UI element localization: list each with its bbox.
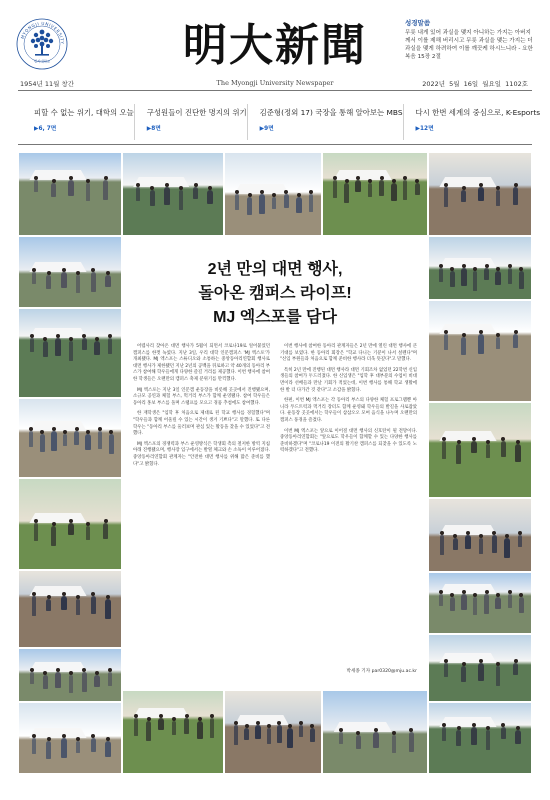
newspaper-subtitle: The Myongji University Newspaper [216, 79, 334, 87]
article-column [133, 344, 270, 684]
index-divider [18, 144, 532, 145]
index-title: 김준형(정외 17) 국장을 통해 알아보는 MBS [259, 108, 403, 117]
event-photo [428, 498, 532, 572]
event-photo [224, 690, 322, 774]
event-photo [428, 152, 532, 236]
quote-text: 무릇 내게 있어 과실을 맺지 아니하는 가지는 아버지께서 이를 제해 버리시고 무릇 과실을 맺는 가지는 더 과실을 맺게 하려하여 이를 깨끗케 하시느니라 - 요한복음 15장 2절 [405, 30, 533, 60]
event-photo [18, 648, 122, 702]
article-body [133, 344, 417, 684]
index-item[interactable] [403, 104, 541, 140]
index-title: 다시 한번 세계의 중심으로, K-Esports [415, 108, 541, 117]
index-page: ▶9면 [259, 126, 274, 132]
paragraph: 이번 MJ 엑스포는 앞으로 이어질 대면 행사의 신호탄이 될 전망이다. 중앙동아리연합회는 "앞으로도 학우들이 함께할 수 있는 다양한 행사를 준비하겠다"며 "코로나19 이전의 활기찬 캠퍼스를 되찾을 수 있도록 노력하겠다"고 전했다. [280, 428, 417, 454]
index-bar [18, 104, 541, 140]
event-photo [322, 152, 428, 236]
event-photo [428, 300, 532, 402]
index-item[interactable] [134, 104, 247, 140]
newspaper-title-logo [170, 18, 380, 68]
event-photo [428, 572, 532, 634]
paragraph: 한편, 이번 MJ 엑스포는 각 동아리 부스의 다양한 체험 프로그램뿐 아니라 푸드트럭과 먹거리 장터도 함께 운영돼 학우들의 발길을 사로잡았다. 운동장 곳곳에서는 학우들이 삼삼오오 모여 음식을 나누며 오랜만의 캠퍼스 풍경을 즐겼다. [280, 398, 417, 423]
byline: 박세종 기자 par0320@mju.ac.kr [346, 669, 417, 674]
masthead-divider [18, 90, 532, 91]
headline-line: 2년 만의 대면 행사, [207, 261, 343, 278]
paragraph: MJ 엑스포는 지난 3일 인문캠 운동장을 비롯해 곳곳에서 진행됐으며, 소규모 공연과 체험 부스, 먹거리 부스가 함께 운영됐다. 참여 학우들은 동아리 홍보 부스를 돌며 스탬프를 모으고 경품 추첨에도 참여했다. [133, 387, 270, 406]
index-page: ▶12면 [415, 126, 434, 132]
event-photo [428, 634, 532, 702]
paragraph: 이번 행사에 참여한 동아리 관계자들은 2년 만에 열린 대면 행사에 큰 기대를 보였다. 한 동아리 회장은 "학교 다니는 기분이 나서 설렌다"며 "신입 부원들과 처음으로 함께 준비한 행사라 더욱 뜻깊다"고 말했다. [280, 344, 417, 363]
index-page: ▶6, 7면 [34, 126, 57, 132]
paragraph: 특히 2년 만에 진행된 대면 행사라 대면 기회조차 없었던 22학번 신입생들의 참여가 두드러졌다. 한 신입생은 "입학 후 대부분의 수업이 비대면이라 선배들과 만날 기회가 적었는데, 이번 행사를 통해 학교 생활에 한 발 더 다가간 것 같다"고 소감을 밝혔다. [280, 367, 417, 393]
event-photo [18, 152, 122, 236]
event-photo [18, 478, 122, 570]
headline-line: 돌아온 캠퍼스 라이프! [198, 285, 352, 302]
svg-text:MYONGJI UNIVERSITY: MYONGJI UNIVERSITY [19, 20, 66, 45]
date-text: 2022년 5월 16일 월요일 [422, 80, 502, 88]
issue-number: 1102호 [505, 80, 528, 88]
index-page: ▶8면 [146, 126, 161, 132]
event-photo [18, 236, 122, 308]
university-seal-icon [16, 18, 68, 70]
event-photo [18, 398, 122, 478]
event-photo [428, 702, 532, 774]
headline-line: MJ 엑스포를 담다 [213, 309, 337, 326]
index-item[interactable] [247, 104, 403, 140]
bible-quote [405, 18, 533, 61]
masthead [0, 0, 550, 92]
index-title: 구성원들이 진단한 명지의 위기 [146, 108, 247, 117]
paragraph: MJ 엑스포의 경쟁력과 부스 운영방식은 학생회 측의 철저한 방역 지침 아래 진행됐으며, 행사장 입구에서는 발열 체크와 손 소독이 이루어졌다. 중앙동아리연합회 관계자는 "안전한 대면 행사를 위해 많은 준비를 했다"고 밝혔다. [133, 441, 270, 467]
paragraph: 한 재학생은 "입학 후 처음으로 제대로 된 학교 행사를 경험했다"며 "학우들과 함께 어울릴 수 있는 시간이 생겨 기쁘다"고 말했다. 또 다른 학우는 "동아리 부스를 둘러보며 관심 있는 활동을 찾을 수 있었다"고 전했다. [133, 411, 270, 437]
event-photo [122, 690, 224, 774]
founded-date: 1954년 11월 창간 [20, 80, 75, 88]
event-photo [18, 570, 122, 648]
index-item[interactable] [18, 104, 134, 140]
article-column [280, 344, 417, 684]
event-photo [224, 152, 322, 236]
article-panel [122, 236, 428, 690]
event-photo [122, 152, 224, 236]
quote-title: 성경말씀 [405, 19, 431, 27]
svg-text:明大新聞: 明大新聞 [183, 20, 367, 68]
index-title: 피할 수 없는 위기, 대학의 오늘 [34, 108, 134, 117]
event-photo [322, 690, 428, 774]
svg-text:명지대학교: 명지대학교 [33, 59, 51, 64]
paragraph: 어렵사리 찾아온 대면 행사가 5월이 되면서 코로나19로 얼어붙었던 캠퍼스를 한껏 녹였다. 지난 3일, 우리 대학 인문캠퍼스 'MJ 엑스포'가 개최됐다. MJ 엑스포는 스튜디오와 소통하는 중앙동아리연합회 행사로 대면 행사가 제한됐던 지난 2년의 공백을 뒤로하고 약 40개의 동아리 부스가 참여해 학우들에게 다양한 즐길 거리를 제공했다. 이번 행사에 참여한 학생들은 오랜만의 캠퍼스 축제 분위기를 만끽했다. [133, 344, 270, 382]
issue-date [422, 79, 528, 88]
event-photo [18, 308, 122, 398]
article-headline [122, 258, 428, 330]
event-photo [428, 402, 532, 498]
event-photo [428, 236, 532, 300]
event-photo [18, 702, 122, 774]
